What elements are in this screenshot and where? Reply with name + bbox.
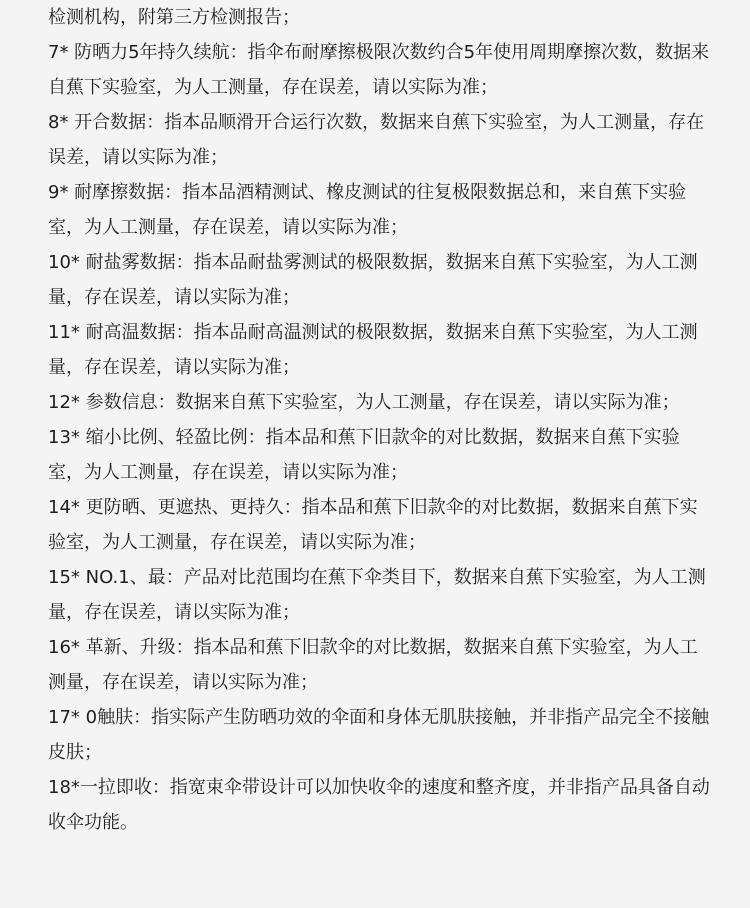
footnote-8: 8* 开合数据：指本品顺滑开合运行次数，数据来自蕉下实验室，为人工测量，存在误差，请以实际为准；: [48, 112, 705, 168]
footnote-10: 10* 耐盐雾数据：指本品耐盐雾测试的极限数据，数据来自蕉下实验室，为人工测量，存在误差，请以实际为准；: [48, 252, 698, 308]
footnote-18: 18*一拉即收：指宽束伞带设计可以加快收伞的速度和整齐度，并非指产品具备自动收伞功能。: [48, 777, 710, 833]
footnote-16: 16* 革新、升级：指本品和蕉下旧款伞的对比数据，数据来自蕉下实验室，为人工测量，存在误差，请以实际为准；: [48, 637, 698, 693]
footnote-7: 7* 防晒力5年持久续航：指伞布耐摩擦极限次数约合5年使用周期摩擦次数，数据来自蕉下实验室，为人工测量，存在误差，请以实际为准；: [48, 42, 710, 98]
footnote-9: 9* 耐摩擦数据：指本品酒精测试、橡皮测试的往复极限数据总和，来自蕉下实验室，为人工测量，存在误差，请以实际为准；: [48, 182, 687, 238]
footnote-15: 15* NO.1、最：产品对比范围均在蕉下伞类目下，数据来自蕉下实验室，为人工测量，存在误差，请以实际为准；: [48, 567, 706, 623]
footnote-17: 17* 0触肤：指实际产生防晒功效的伞面和身体无肌肤接触，并非指产品完全不接触皮肤；: [48, 707, 710, 763]
footnote-14: 14* 更防晒、更遮热、更持久：指本品和蕉下旧款伞的对比数据，数据来自蕉下实验室，为人工测量，存在误差，请以实际为准；: [48, 497, 698, 553]
footnote-continuation: 检测机构，附第三方检测报告；: [48, 7, 300, 28]
footnote-12: 12* 参数信息：数据来自蕉下实验室，为人工测量，存在误差，请以实际为准；: [48, 392, 680, 413]
footnote-13: 13* 缩小比例、轻盈比例：指本品和蕉下旧款伞的对比数据，数据来自蕉下实验室，为人工测量，存在误差，请以实际为准；: [48, 427, 680, 483]
footnote-list: [48, 0, 710, 840]
footnote-11: 11* 耐高温数据：指本品耐高温测试的极限数据，数据来自蕉下实验室，为人工测量，存在误差，请以实际为准；: [48, 322, 698, 378]
